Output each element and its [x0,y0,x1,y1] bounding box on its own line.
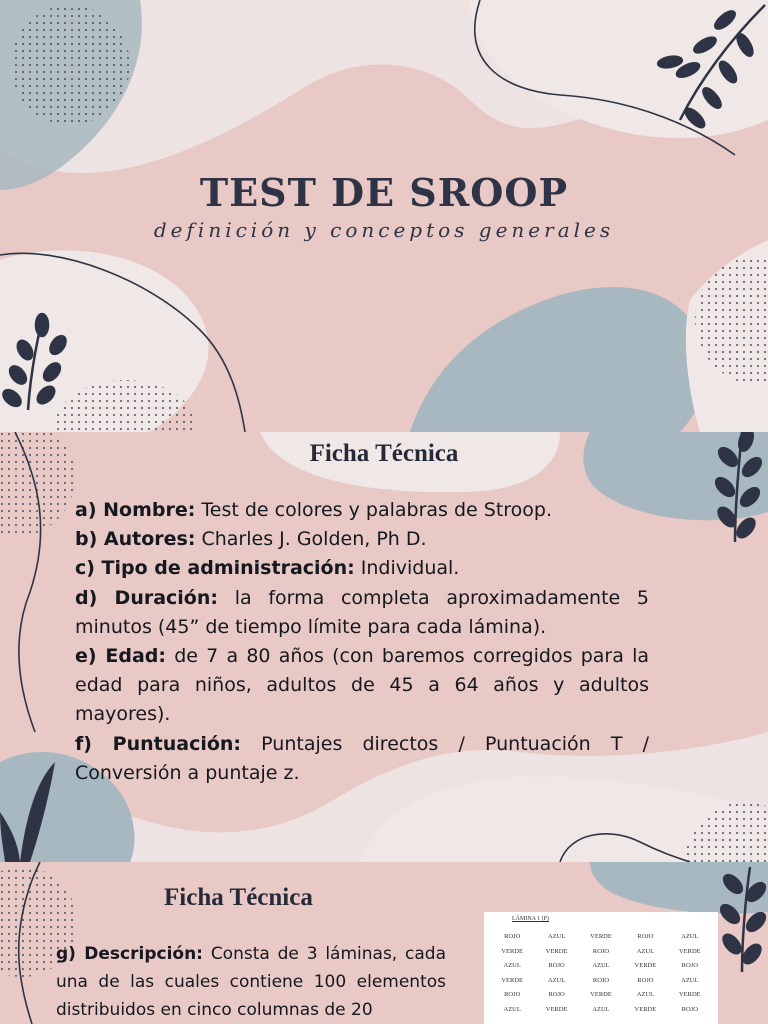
lamina-word: AZUL [681,976,699,984]
detail-value: la forma completa aproximadamente 5 minutos (45” de tiempo límite para cada lámina). [75,586,650,638]
lamina-word: ROJO [681,962,698,969]
detail-label: e) Edad: [75,645,166,668]
detail-value: Individual. [360,557,460,580]
lamina-image [484,912,718,1024]
detail-label: b) Autores: [75,528,196,551]
title-slide [0,0,768,432]
detail-puntuacion [75,730,649,788]
lamina-word: ROJO [548,991,565,998]
detail-value: Puntajes directos / Puntuación T / Conversión a puntaje z. [75,732,649,784]
detail-edad [75,642,649,730]
slide-title: TEST DE SROOP [199,170,569,215]
lamina-title: LÁMINA 1 (P) [512,916,549,922]
detail-label: g) Descripción: [56,944,203,964]
ficha-tecnica-slide-1 [0,432,768,862]
lamina-word: AZUL [592,962,610,969]
lamina-word: VERDE [678,947,701,955]
lamina-word: ROJO [504,933,521,940]
lamina-word: VERDE [634,962,657,969]
lamina-word: AZUL [681,933,699,940]
detail-label: d) Duración: [75,586,218,609]
lamina-word: AZUL [503,1005,521,1013]
section-heading: Ficha Técnica [164,884,313,911]
lamina-word: VERDE [501,947,524,955]
lamina-word: ROJO [637,976,654,984]
lamina-word: ROJO [592,947,610,955]
lamina-word: VERDE [501,976,524,984]
detail-tipo-administracion [75,554,649,583]
lamina-word: AZUL [547,933,566,940]
lamina-word: VERDE [545,1005,568,1013]
section-heading: Ficha Técnica [309,440,459,467]
lamina-word: ROJO [592,976,610,984]
lamina-word: AZUL [592,1005,610,1013]
detail-value: Charles J. Golden, Ph D. [201,528,427,551]
slide-subtitle: definición y conceptos generales [153,218,615,242]
detail-label: a) Nombre: [75,499,196,521]
lamina-word: VERDE [634,1005,657,1013]
slide-background-shapes [0,0,768,432]
lamina-word: ROJO [504,991,521,998]
detail-descripcion [56,940,446,1024]
lamina-word-grid [490,932,712,1014]
technical-details [75,496,649,788]
detail-label: f) Puntuación: [75,732,242,755]
lamina-word: VERDE [678,991,701,998]
detail-value: de 7 a 80 años (con baremos corregidos para la edad para niños, adultos de 45 a 64 años y adultos mayores). [75,645,649,726]
detail-value: Test de colores y palabras de Stroop. [201,499,553,521]
detail-autores [75,525,649,554]
lamina-word: AZUL [636,947,655,955]
detail-label: c) Tipo de administración: [75,557,355,580]
lamina-word: ROJO [637,933,654,940]
lamina-word: VERDE [590,933,612,940]
lamina-word: AZUL [636,991,655,998]
ficha-tecnica-slide-2 [0,862,768,1024]
lamina-word: AZUL [503,962,521,969]
lamina-word: AZUL [547,976,566,984]
lamina-word: VERDE [545,947,568,955]
detail-value: Consta de 3 láminas, cada una de las cuales contiene 100 elementos distribuidos en cinco columnas de 20 [56,944,447,1020]
lamina-word: VERDE [590,991,612,998]
detail-duracion [75,584,649,642]
lamina-word: ROJO [681,1005,698,1013]
lamina-word: ROJO [548,962,565,969]
detail-nombre [75,496,649,525]
